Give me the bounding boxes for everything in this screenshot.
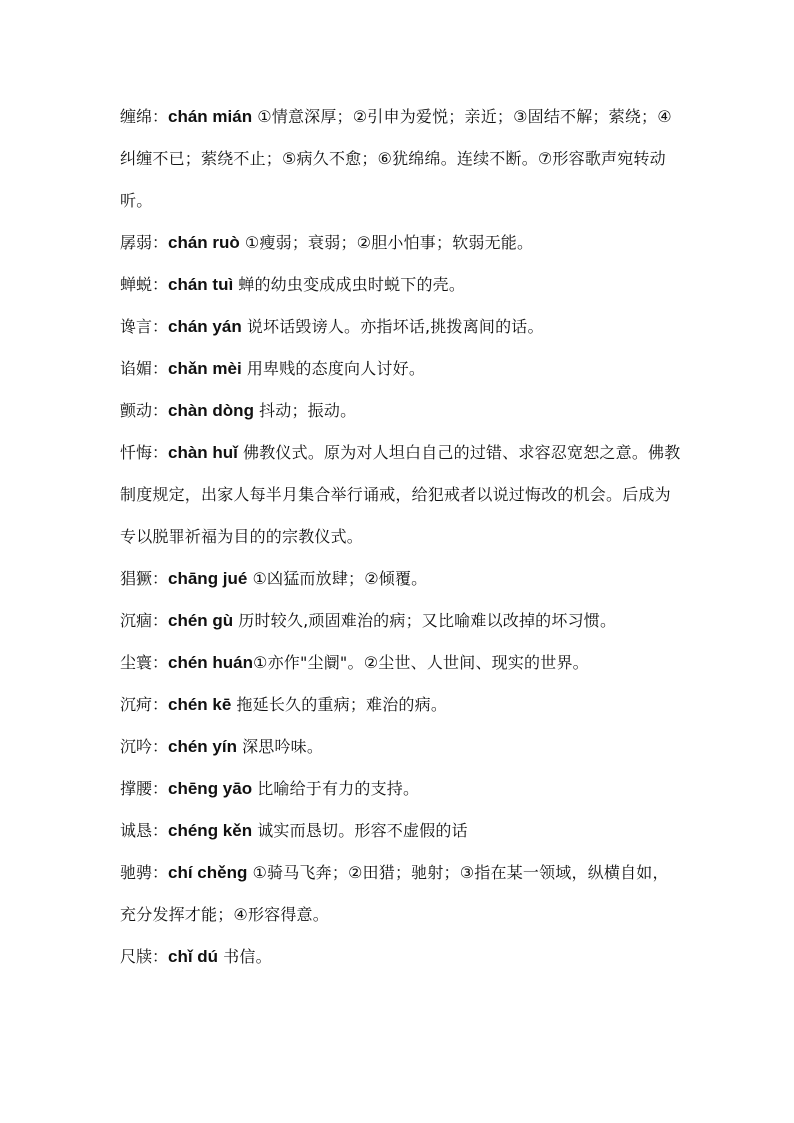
entry-pinyin: chǎn mèi — [168, 359, 242, 378]
entry-term: 缠绵： — [120, 107, 169, 126]
entry-chanmian — [120, 96, 684, 222]
entry-term: 谗言： — [120, 317, 169, 336]
entry-definition: ①情意深厚；②引申为爱悦；亲近；③固结不解；萦绕；④纠缠不已；萦绕不止；⑤病久不愈；⑥犹绵绵。连续不断。⑦形容歌声宛转动听。 — [120, 107, 672, 210]
entry-term: 颤动： — [120, 401, 169, 420]
entry-chanhui — [120, 432, 684, 558]
entry-chanruo — [120, 222, 684, 264]
entry-definition: 比喻给于有力的支持。 — [257, 779, 420, 798]
entry-pinyin: chēng yāo — [168, 779, 253, 798]
entry-definition: 诚实而恳切。形容不虚假的话 — [257, 821, 468, 840]
entry-chenyin — [120, 726, 684, 768]
entry-pinyin: chàn huǐ — [168, 443, 238, 462]
entry-term: 沉疴： — [120, 695, 169, 714]
entry-term: 撑腰： — [120, 779, 169, 798]
entry-chanmei — [120, 348, 684, 390]
entry-definition: ①亦作"尘阛"。②尘世、人世间、现实的世界。 — [253, 653, 589, 672]
entry-term: 尘寰： — [120, 653, 169, 672]
entry-definition: 拖延长久的重病；难治的病。 — [236, 695, 448, 714]
entry-term: 孱弱： — [120, 233, 169, 252]
entry-term: 沉痼： — [120, 611, 169, 630]
entry-definition: 书信。 — [223, 947, 272, 966]
entry-pinyin: chǐ dú — [168, 947, 219, 966]
entry-definition: 用卑贱的态度向人讨好。 — [246, 359, 426, 378]
entry-pinyin: chén gù — [168, 611, 234, 630]
entry-term: 谄媚： — [120, 359, 169, 378]
entry-pinyin: chán mián — [168, 107, 253, 126]
entry-pinyin: chí chěng — [168, 863, 248, 882]
entry-term: 蝉蜕： — [120, 275, 169, 294]
entry-definition: ①凶猛而放肆；②倾覆。 — [252, 569, 428, 588]
entry-definition: 说坏话毁谤人。亦指坏话,挑拨离间的话。 — [246, 317, 544, 336]
entry-pinyin: chāng jué — [168, 569, 248, 588]
entry-chenhuan — [120, 642, 684, 684]
entry-pinyin: chéng kěn — [168, 821, 253, 840]
entry-pinyin: chán ruò — [168, 233, 240, 252]
entry-term: 忏悔： — [120, 443, 169, 462]
entry-definition: 深思吟味。 — [242, 737, 324, 756]
entry-definition: 历时较久,顽固难治的病；又比喻难以改掉的坏习惯。 — [238, 611, 617, 630]
entry-chandong — [120, 390, 684, 432]
entry-chidu — [120, 936, 684, 978]
entry-definition: 抖动；振动。 — [259, 401, 357, 420]
entry-definition: ①瘦弱；衰弱；②胆小怕事；软弱无能。 — [244, 233, 534, 252]
entry-chengken — [120, 810, 684, 852]
entry-pinyin: chán yán — [168, 317, 242, 336]
entry-chengyao — [120, 768, 684, 810]
entry-chenke — [120, 684, 684, 726]
entry-changjue — [120, 558, 684, 600]
entry-chicheng — [120, 852, 684, 936]
entry-chanyan — [120, 306, 684, 348]
entry-term: 驰骋： — [120, 863, 169, 882]
entry-pinyin: chán tuì — [168, 275, 234, 294]
entry-definition: 佛教仪式。原为对人坦白自己的过错、求容忍宽恕之意。佛教制度规定，出家人每半月集合举行诵戒，给犯戒者以说过悔改的机会。后成为专以脱罪祈福为目的的宗教仪式。 — [120, 443, 681, 546]
entry-pinyin: chén huán — [168, 653, 254, 672]
entry-term: 沉吟： — [120, 737, 169, 756]
entry-definition: ①骑马飞奔；②田猎；驰射；③指在某一领域，纵横自如，充分发挥才能；④形容得意。 — [120, 863, 669, 924]
entry-term: 诚恳： — [120, 821, 169, 840]
entry-term: 猖獗： — [120, 569, 169, 588]
entry-chantui — [120, 264, 684, 306]
entry-definition: 蝉的幼虫变成成虫时蜕下的壳。 — [238, 275, 466, 294]
entry-pinyin: chén yín — [168, 737, 237, 756]
entry-pinyin: chàn dòng — [168, 401, 254, 420]
entry-chengu — [120, 600, 684, 642]
entry-term: 尺牍： — [120, 947, 169, 966]
entry-pinyin: chén kē — [168, 695, 232, 714]
